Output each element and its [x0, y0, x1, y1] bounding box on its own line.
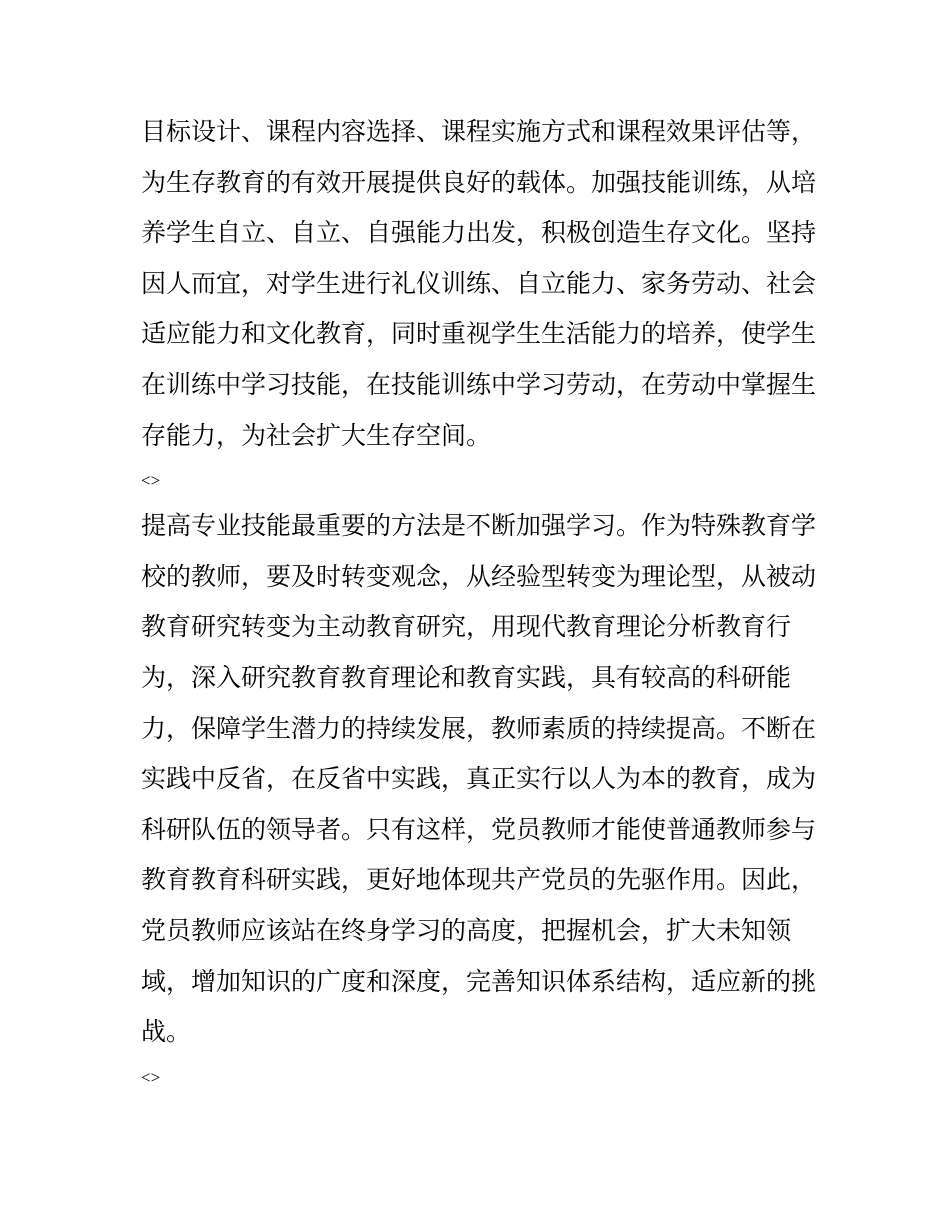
text-line: 校的教师，要及时转变观念，从经验型转变为理论型，从被动 — [141, 561, 817, 591]
text-line: 为生存教育的有效开展提供良好的载体。加强技能训练，从培 — [141, 167, 817, 197]
text-line: 提高专业技能最重要的方法是不断加强学习。作为特殊教育学 — [141, 511, 817, 541]
section-separator: <> — [141, 1067, 161, 1087]
text-line: 目标设计、课程内容选择、课程实施方式和课程效果评估等， — [141, 117, 817, 146]
text-line: 教育研究转变为主动教育研究，用现代教育理论分析教育行 — [141, 612, 792, 642]
text-line: 实践中反省，在反省中实践，真正实行以人为本的教育，成为 — [141, 764, 817, 794]
text-line: 在训练中学习技能，在技能训练中学习劳动，在劳动中掌握生 — [141, 369, 817, 399]
section-separator: <> — [141, 471, 161, 491]
text-line: 为，深入研究教育教育理论和教育实践，具有较高的科研能 — [141, 662, 792, 692]
text-line: 教育教育科研实践，更好地体现共产党员的先驱作用。因此， — [141, 865, 817, 895]
text-line: 适应能力和文化教育，同时重视学生生活能力的培养，使学生 — [141, 319, 817, 349]
text-line: 科研队伍的领导者。只有这样，党员教师才能使普通教师参与 — [141, 814, 817, 844]
paragraph-professional-skills — [141, 501, 817, 1058]
text-line: 力，保障学生潜力的持续发展，教师素质的持续提高。不断在 — [141, 713, 817, 743]
text-line: 养学生自立、自立、自强能力出发，积极创造生存文化。坚持 — [141, 218, 817, 248]
text-line: 域，增加知识的广度和深度，完善知识体系结构，适应新的挑 — [141, 966, 817, 996]
text-line: 因人而宜，对学生进行礼仪训练、自立能力、家务劳动、社会 — [141, 268, 817, 298]
paragraph-survival-education — [141, 107, 817, 461]
text-line: 存能力，为社会扩大生存空间。 — [141, 420, 492, 450]
text-line: 党员教师应该站在终身学习的高度，把握机会，扩大未知领 — [141, 915, 792, 945]
document-body — [141, 107, 817, 1098]
text-line: 战。 — [141, 1017, 192, 1047]
